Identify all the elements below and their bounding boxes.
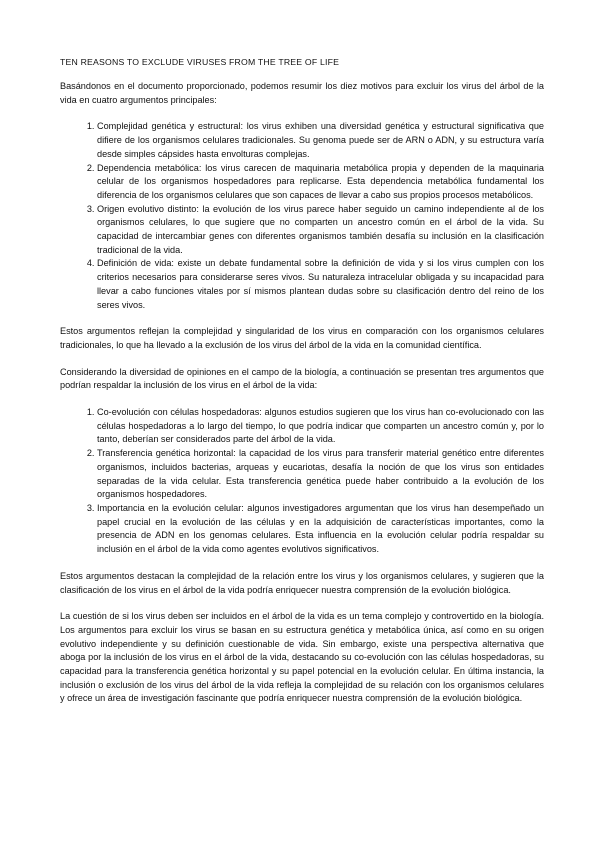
counter-argument-item: 2. Transferencia genética horizontal: la capacidad de los virus para transferir material genético entre diferentes organismos, incluidos bacterias, arqueas y eucariotas, desafía la noción de que los virus son entidades separadas de la vida celular. Esta transferencia genética puede haber contribuido a la evolución de los organismos hospedadores.	[97, 447, 544, 502]
reason-item: 3. Origen evolutivo distinto: la evolución de los virus parece haber seguido un camino independiente al de los organismos celulares, lo que sugiere que no comparten un ancestro común en el árbol de la vida. Su capacidad de intercambiar genes con diferentes organismos también desafía su inclusión en la clasificación tradicional de la vida.	[97, 203, 544, 258]
reasons-list	[60, 120, 544, 312]
reason-item: 2. Dependencia metabólica: los virus carecen de maquinaria metabólica propia y dependen de la maquinaria celular de los organismos hospedadores para replicarse. Esta dependencia metabólica fundamental los diferencia de los organismos celulares que son capaces de llevar a cabo sus propios procesos metabólicos.	[97, 162, 544, 203]
summary-paragraph-1: Estos argumentos reflejan la complejidad y singularidad de los virus en comparación con los organismos celulares tradicionales, lo que ha llevado a la exclusión de los virus del árbol de la vida en la comunidad científica.	[60, 326, 544, 350]
intro-paragraph-2: Considerando la diversidad de opiniones en el campo de la biología, a continuación se presentan tres argumentos que podrían respaldar la inclusión de los virus en el árbol de la vida:	[60, 366, 544, 391]
counter-arguments-list	[60, 406, 544, 557]
summary-paragraph-2: Estos argumentos destacan la complejidad de la relación entre los virus y los organismos celulares, y sugieren que la clasificación de los virus en el árbol de la vida podría enriquecer nuestra comprensión de la evolución biológica.	[60, 570, 544, 595]
intro-paragraph: Basándonos en el documento proporcionado, podemos resumir los diez motivos para excluir los virus del árbol de la vida en cuatro argumentos principales:	[60, 81, 544, 105]
reason-item: 4. Definición de vida: existe un debate fundamental sobre la definición de vida y si los virus cumplen con los criterios necesarios para considerarse seres vivos. Su naturaleza intracelular obligada y su incapacidad para llevar a cabo funciones vitales por sí mismos plantean dudas sobre su clasificación dentro del reino de los seres vivos.	[97, 257, 544, 312]
counter-argument-item: 1. Co-evolución con células hospedadoras: algunos estudios sugieren que los virus han co-evolucionado con las células hospedadoras a lo largo del tiempo, lo que podría indicar que comparten un ancestro común y, por lo tanto, deberían ser considerados parte del árbol de la vida.	[97, 406, 544, 447]
document-page	[60, 56, 544, 719]
document-title: TEN REASONS TO EXCLUDE VIRUSES FROM THE TREE OF LIFE	[60, 57, 340, 67]
reason-item: 1. Complejidad genética y estructural: los virus exhiben una diversidad genética y estructural significativa que difiere de los organismos celulares tradicionales. Su genoma puede ser de ARN o ADN, y su estructura varía desde simples cápsides hasta envolturas complejas.	[97, 120, 544, 161]
counter-argument-item: 3. Importancia en la evolución celular: algunos investigadores argumentan que los virus han desempeñado un papel crucial en la evolución de las células y en la adquisición de características importantes, como la presencia de ADN en los genomas celulares. Esta influencia en la evolución celular podría respaldar su inclusión en el árbol de la vida como agentes evolutivos significativos.	[97, 502, 544, 557]
conclusion-paragraph: La cuestión de si los virus deben ser incluidos en el árbol de la vida es un tema complejo y controvertido en la biología. Los argumentos para excluir los virus se basan en su estructura genética y metabólica única, así como en su origen evolutivo independiente y su definición cuestionable de vida. Sin embargo, existe una perspectiva alternativa que aboga por la inclusión de los virus en el árbol de la vida, destacando su co-evolución con las células hospedadoras, su capacidad para la transferencia genética horizontal y su papel potencial en la evolución celular. En última instancia, la inclusión o exclusión de los virus del árbol de la vida refleja la complejidad de su relación con los organismos celulares y ofrece un área de investigación fascinante que podría enriquecer nuestra comprensión de la evolución biológica.	[60, 611, 544, 704]
